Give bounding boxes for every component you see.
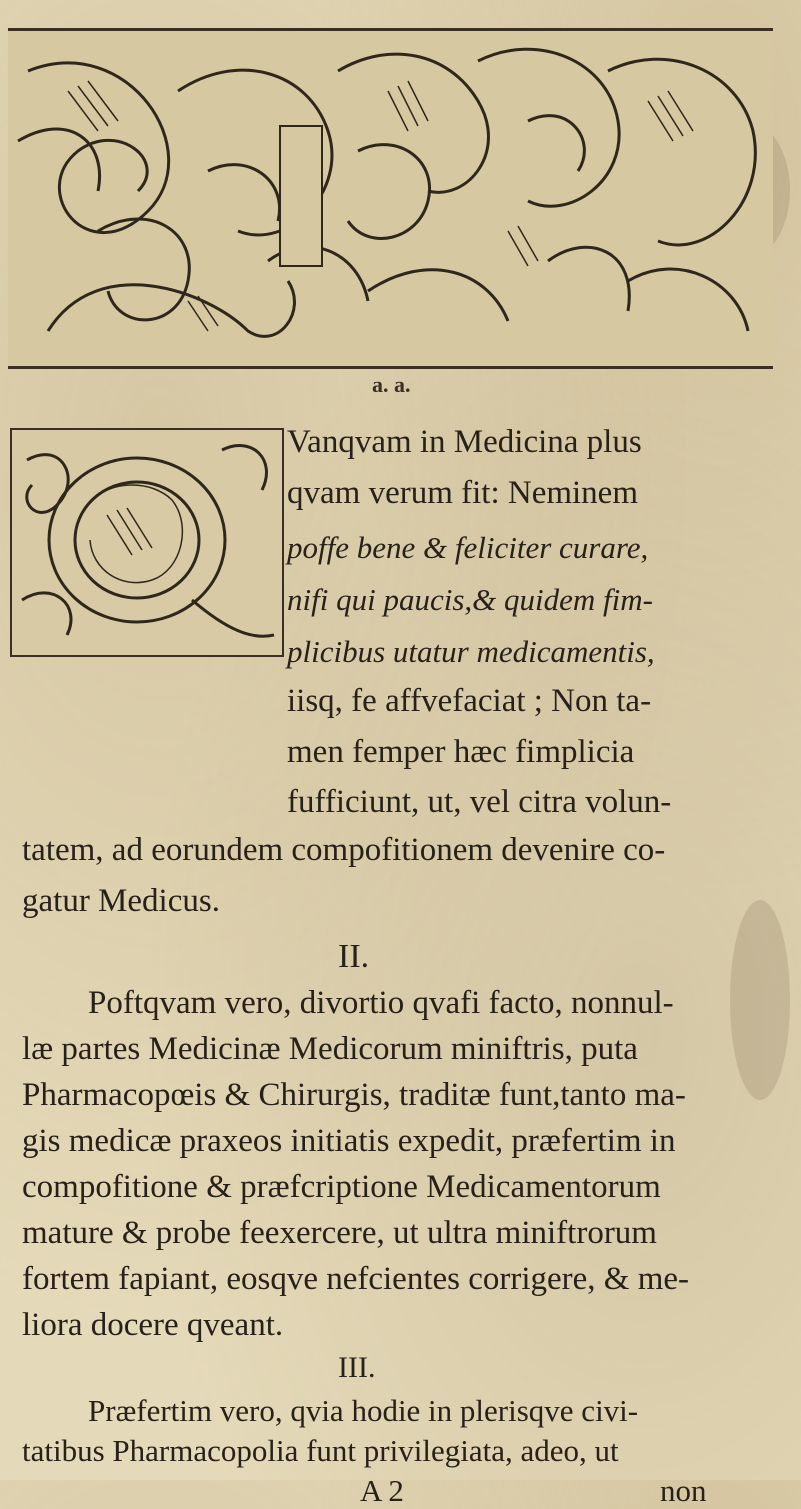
text-line: plicibus utatur medicamentis, [287,634,655,669]
section-number: III. [338,1351,376,1384]
text-line: Vanqvam in Medicina plus [287,424,642,460]
section-number: II. [338,938,370,975]
text-line: Poftqvam vero, divortio qvafi facto, nonnul- [88,985,674,1021]
page-mark: a. a. [372,372,411,397]
text-line: gatur Medicus. [22,883,220,919]
text-line: liora docere qveant. [22,1307,284,1343]
text-line: tatibus Pharmacopolia funt privilegiata, adeo, ut [22,1433,619,1468]
text-line: fortem fapiant, eosqve nefcientes corrigere, & me- [22,1261,690,1297]
text-line: mature & probe feexercere, ut ultra miniftrorum [22,1215,657,1251]
text-line: nifi qui paucis,& quidem fim- [287,582,653,617]
floral-initial-icon [12,430,282,655]
signature-mark: A 2 [360,1473,404,1508]
text-line: poffe bene & feliciter curare, [287,530,649,565]
text-line: compofitione & præfcriptione Medicamentorum [22,1169,661,1205]
text-line: Pharmacopœis & Chirurgis, traditæ funt,tanto ma- [22,1077,686,1113]
text-line: gis medicæ praxeos initiatis expedit, præfertim in [22,1123,676,1159]
scroll-ornament-icon [8,31,773,366]
paper-stain [730,900,790,1100]
text-line: iisq, fe affvefaciat ; Non ta- [287,683,652,719]
text-line: qvam verum fit: Neminem [287,475,638,511]
catchword: non [660,1473,707,1508]
text-line: tatem, ad eorundem compofitionem devenire co- [22,832,666,868]
text-line: fufficiunt, ut, vel citra volun- [287,784,672,820]
text-line: men femper hæc fimplicia [287,734,635,770]
text-line: Præfertim vero, qvia hodie in plerisqve civi- [88,1393,639,1428]
ornamental-headpiece [8,28,773,369]
decorated-initial-q [10,428,284,657]
text-line: læ partes Medicinæ Medicorum miniftris, puta [22,1031,638,1067]
